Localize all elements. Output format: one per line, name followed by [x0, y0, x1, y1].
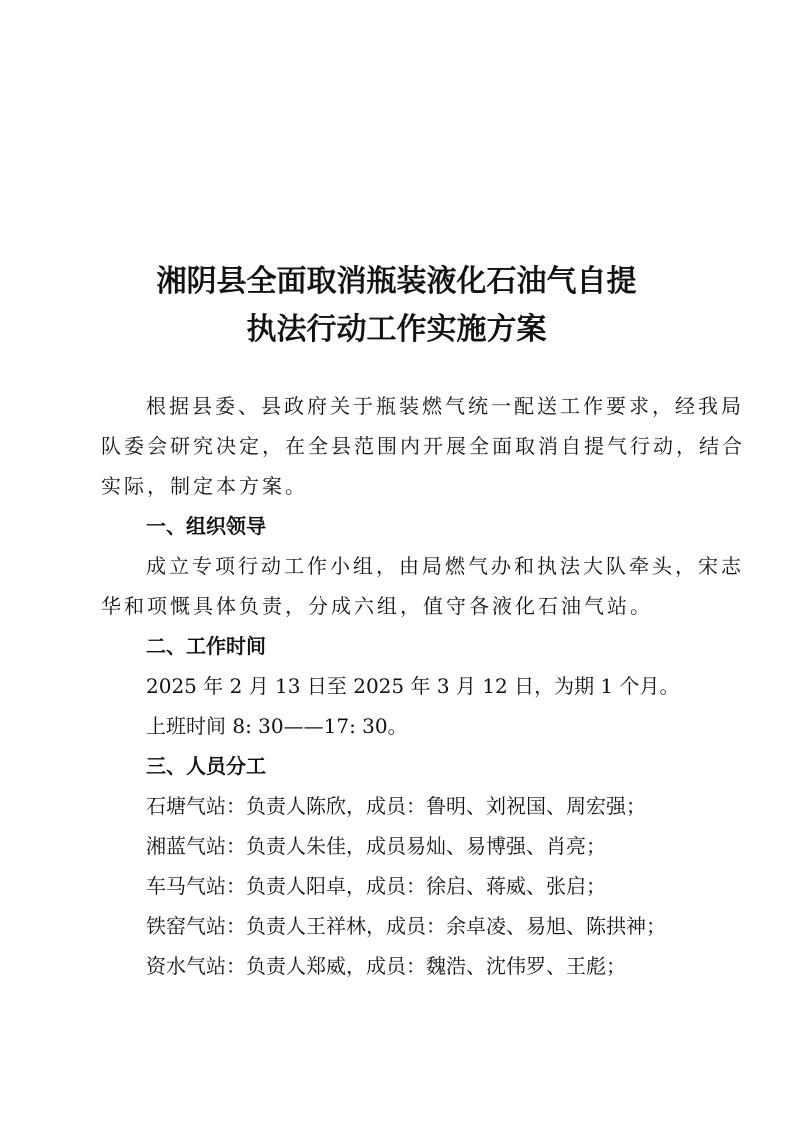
- station-assignment-zishui: 资水气站：负责人郑威，成员：魏浩、沈伟罗、王彪；: [146, 954, 626, 978]
- intro-paragraph-line-3: 实际，制定本方案。: [101, 474, 308, 498]
- station-assignment-chema: 车马气站：负责人阳卓，成员：徐启、蒋威、张启；: [146, 874, 606, 898]
- document-title-line-1: 湘阴县全面取消瓶装液化石油气自提: [156, 264, 637, 299]
- station-assignment-shitang: 石塘气站：负责人陈欣，成员：鲁明、刘祝国、周宏强；: [146, 794, 646, 818]
- station-assignment-tieyao: 铁窑气站：负责人王祥林，成员：余卓凌、易旭、陈拱神；: [146, 914, 666, 938]
- document-title-line-2: 执法行动工作实施方案: [246, 312, 547, 347]
- organization-paragraph-line-1: 成立专项行动工作小组，由局燃气办和执法大队牵头，宋志: [146, 554, 744, 578]
- intro-paragraph-line-1: 根据县委、县政府关于瓶装燃气统一配送工作要求，经我局: [146, 394, 744, 418]
- section-heading-organization: 一、组织领导: [146, 514, 266, 538]
- organization-paragraph-line-2: 华和项慨具体负责，分成六组，值守各液化石油气站。: [101, 594, 653, 618]
- section-heading-staff-assignment: 三、人员分工: [146, 754, 266, 778]
- section-heading-work-time: 二、工作时间: [146, 634, 266, 658]
- station-assignment-xianglan: 湘蓝气站：负责人朱佳，成员易灿、易博强、肖亮；: [146, 834, 606, 858]
- work-time-dates: 2025 年 2 月 13 日至 2025 年 3 月 12 日，为期 1 个月。: [146, 674, 680, 698]
- intro-paragraph-line-2: 队委会研究决定，在全县范围内开展全面取消自提气行动，结合: [101, 434, 745, 458]
- work-time-hours: 上班时间 8: 30——17: 30。: [146, 714, 408, 738]
